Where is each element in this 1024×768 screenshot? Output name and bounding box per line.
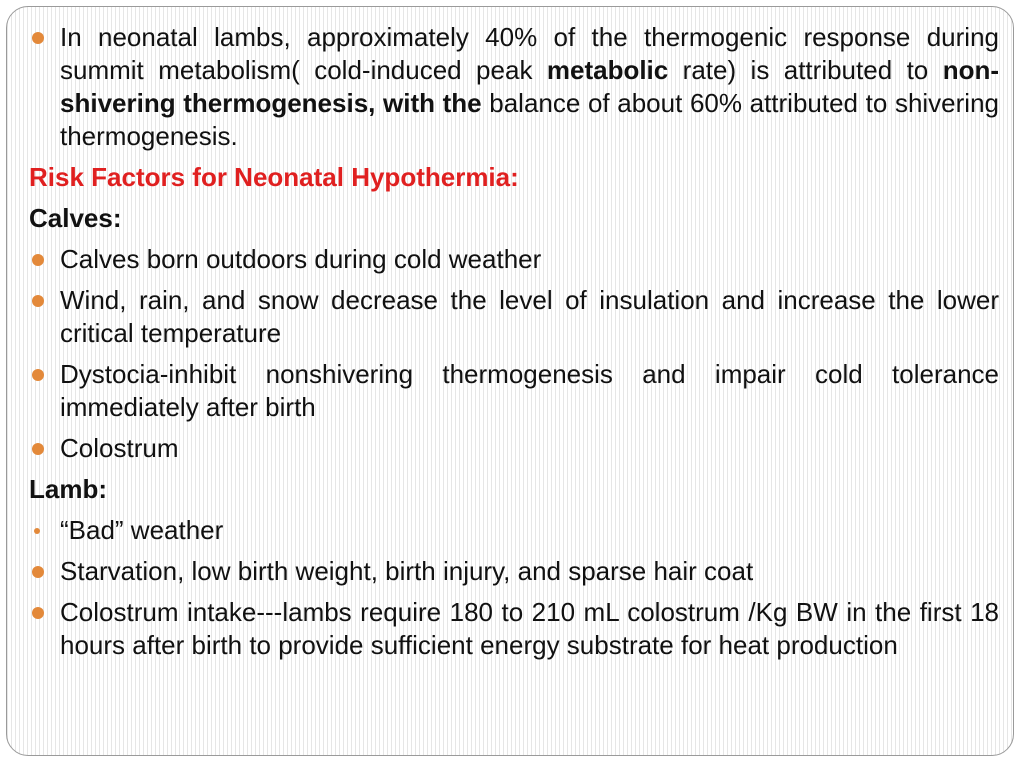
bullet-dot-icon bbox=[32, 607, 44, 619]
intro-text-3: balance of about 60% attributed to shivering thermogenesis. bbox=[60, 88, 999, 151]
bullet-dot-icon bbox=[32, 32, 44, 44]
calves-item-text: Colostrum bbox=[60, 433, 179, 463]
intro-text-1: In neonatal lambs, approximately 40% of the thermogenic response during summit metabolism( cold-induced peak bbox=[60, 22, 999, 85]
bullet-dot-icon bbox=[32, 254, 44, 266]
intro-bullet bbox=[29, 21, 999, 153]
small-bullet-dot-icon bbox=[34, 528, 40, 534]
lamb-item bbox=[29, 596, 999, 662]
calves-item bbox=[29, 358, 999, 424]
bullet-dot-icon bbox=[32, 369, 44, 381]
intro-bold-2: non-shivering thermogenesis, with the bbox=[60, 55, 999, 118]
calves-item-text: Calves born outdoors during cold weather bbox=[60, 244, 542, 274]
calves-item bbox=[29, 243, 999, 276]
intro-bold-1: metabolic bbox=[546, 55, 669, 85]
slide-frame bbox=[6, 6, 1014, 756]
lamb-item bbox=[29, 514, 999, 547]
calves-item bbox=[29, 432, 999, 465]
intro-text-2: rate) is attributed to bbox=[668, 55, 943, 85]
slide-content bbox=[29, 21, 999, 670]
lamb-item-text: “Bad” weather bbox=[60, 515, 224, 545]
lamb-item-text: Colostrum intake---lambs require 180 to 210 mL colostrum /Kg BW in the first 18 hours after birth to provide sufficient energy substrate for heat production bbox=[60, 597, 999, 660]
risk-factors-heading: Risk Factors for Neonatal Hypothermia: bbox=[29, 162, 519, 192]
lamb-item bbox=[29, 555, 999, 588]
bullet-dot-icon bbox=[32, 295, 44, 307]
calves-item bbox=[29, 284, 999, 350]
lamb-item-text: Starvation, low birth weight, birth injury, and sparse hair coat bbox=[60, 556, 754, 586]
lamb-heading: Lamb: bbox=[29, 474, 107, 504]
calves-heading: Calves: bbox=[29, 203, 122, 233]
calves-item-text: Dystocia-inhibit nonshivering thermogenesis and impair cold tolerance immediately after birth bbox=[60, 359, 999, 422]
calves-item-text: Wind, rain, and snow decrease the level of insulation and increase the lower critical temperature bbox=[60, 285, 999, 348]
bullet-dot-icon bbox=[32, 443, 44, 455]
bullet-dot-icon bbox=[32, 566, 44, 578]
